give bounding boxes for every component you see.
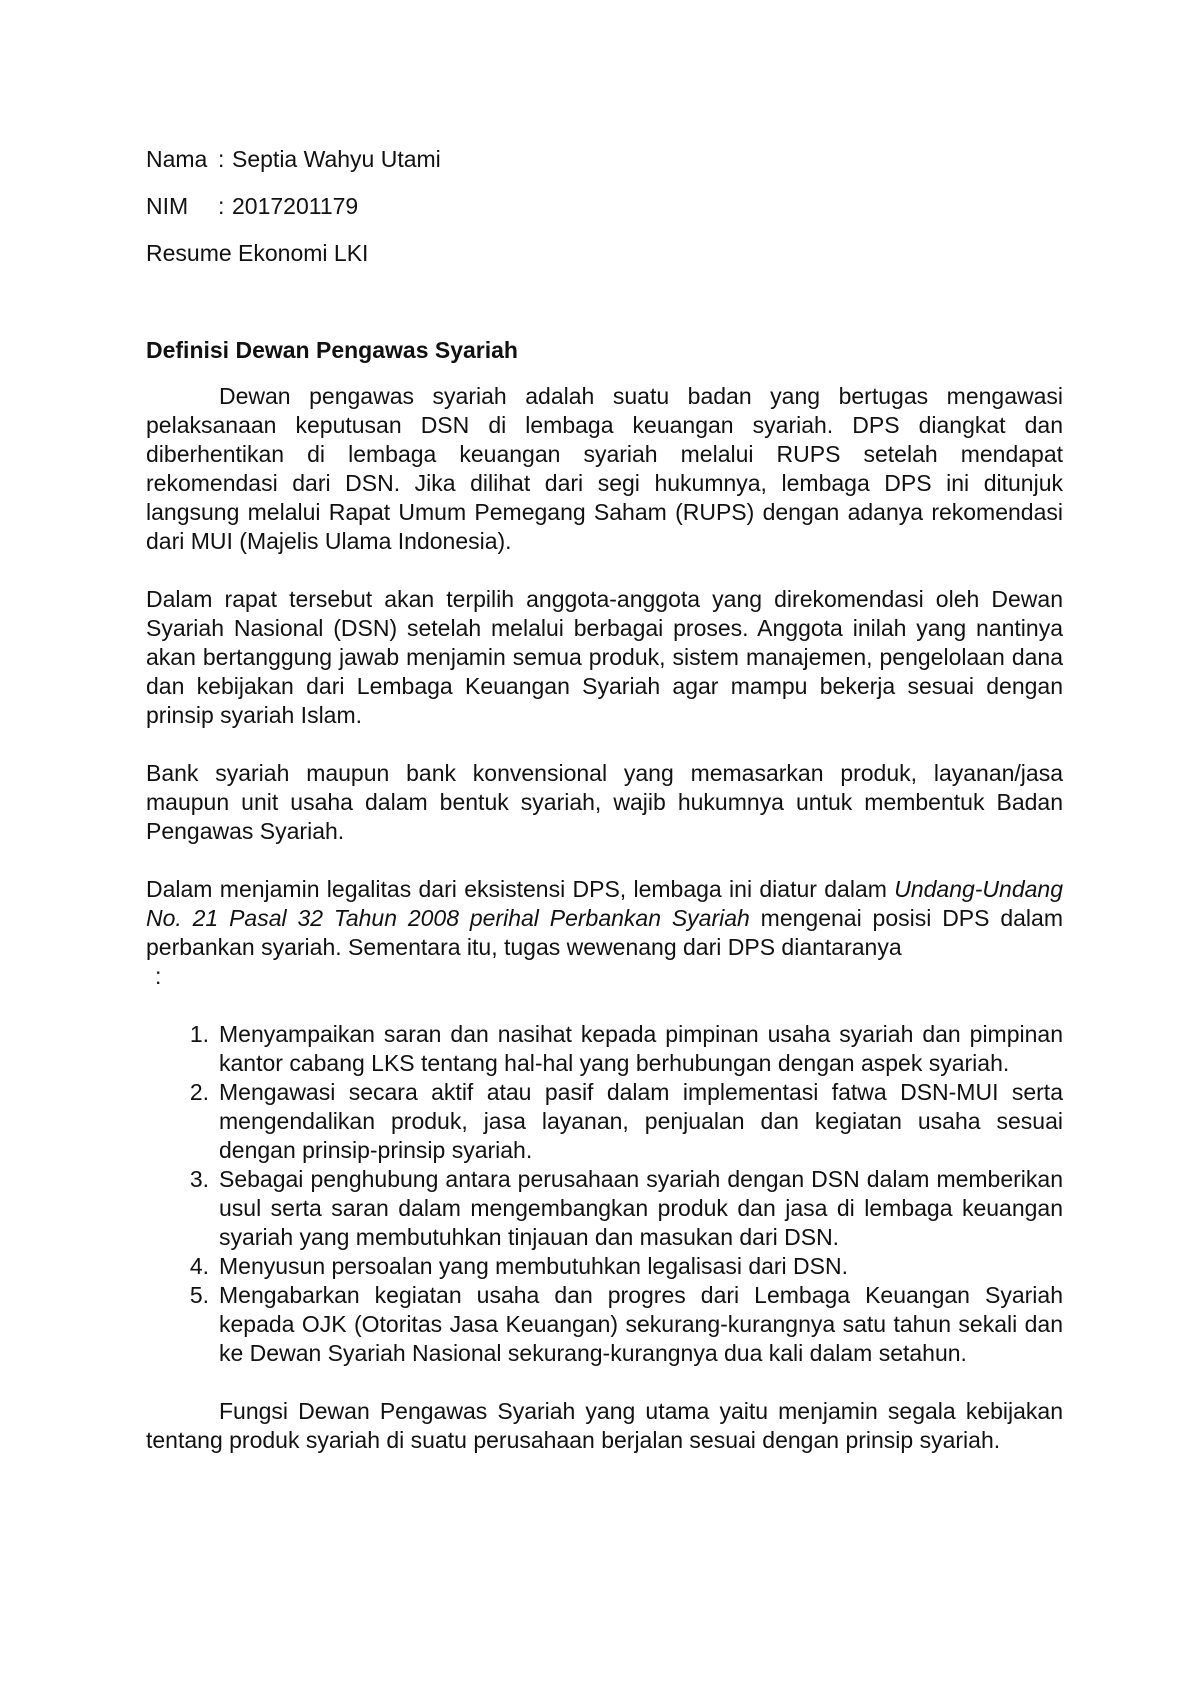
list-item: [146, 1078, 1063, 1165]
nim-separator: :: [218, 193, 225, 219]
list-item-number: 5.: [189, 1282, 209, 1308]
paragraph-4-text-before: Dalam menjamin legalitas dari eksistensi DPS, lembaga ini diatur dalam: [146, 876, 895, 902]
paragraph-4-law-reference: Undang-Undang No. 21 Pasal 32 Tahun 2008 perihal Perbankan Syariah: [146, 876, 1063, 931]
list-item: [146, 1252, 1063, 1281]
list-item-number: 2.: [189, 1079, 209, 1105]
name-separator: :: [218, 146, 225, 172]
paragraph-4-colon: :: [155, 963, 162, 989]
paragraph-5: Fungsi Dewan Pengawas Syariah yang utama yaitu menjamin segala kebijakan tentang produk syariah di suatu perusahaan berjalan sesuai dengan prinsip syariah.: [146, 1398, 1063, 1453]
list-item: [146, 1281, 1063, 1368]
nim-label: NIM: [146, 193, 189, 219]
list-item-text: Mengabarkan kegiatan usaha dan progres dari Lembaga Keuangan Syariah kepada OJK (Otoritas Jasa Keuangan) sekurang-kurangnya satu tahun sekali dan ke Dewan Syariah Nasional sekurang-kurangnya dua kali dalam setahun.: [219, 1282, 1063, 1366]
paragraph-4: [146, 875, 1063, 962]
document-title: Resume Ekonomi LKI: [146, 240, 369, 266]
list-item: [146, 1165, 1063, 1252]
nim-row: [146, 192, 1063, 221]
list-item-text: Mengawasi secara aktif atau pasif dalam implementasi fatwa DSN-MUI serta mengendalikan produk, jasa layanan, penjualan dan kegiatan usaha sesuai dengan prinsip-prinsip syariah.: [219, 1079, 1063, 1163]
list-item-number: 3.: [189, 1166, 209, 1192]
list-item-number: 4.: [189, 1253, 209, 1279]
name-value: Septia Wahyu Utami: [232, 146, 441, 172]
name-label: Nama: [146, 146, 208, 172]
name-row: [146, 145, 1063, 174]
duties-list: [146, 1020, 1063, 1368]
list-item-text: Menyampaikan saran dan nasihat kepada pimpinan usaha syariah dan pimpinan kantor cabang LKS tentang hal-hal yang berhubungan dengan aspek syariah.: [219, 1021, 1063, 1076]
nim-value: 2017201179: [232, 193, 359, 219]
paragraph-1: Dewan pengawas syariah adalah suatu badan yang bertugas mengawasi pelaksanaan keputusan DSN di lembaga keuangan syariah. DPS diangkat dan diberhentikan di lembaga keuangan syariah melalui RUPS setelah mendapat rekomendasi dari DSN. Jika dilihat dari segi hukumnya, lembaga DPS ini ditunjuk langsung melalui Rapat Umum Pemegang Saham (RUPS) dengan adanya rekomendasi dari MUI (Majelis Ulama Indonesia).: [146, 383, 1063, 554]
list-item-text: Menyusun persoalan yang membutuhkan legalisasi dari DSN.: [219, 1253, 849, 1279]
document-body: [146, 145, 1063, 1455]
list-item: [146, 1020, 1063, 1078]
paragraph-4-text-after: mengenai posisi DPS dalam perbankan syariah. Sementara itu, tugas wewenang dari DPS diantaranya: [146, 905, 1063, 960]
list-item-text: Sebagai penghubung antara perusahaan syariah dengan DSN dalam memberikan usul serta saran dalam mengembangkan produk dan jasa di lembaga keuangan syariah yang membutuhkan tinjauan dan masukan dari DSN.: [219, 1166, 1063, 1250]
paragraph-2: Dalam rapat tersebut akan terpilih anggota-anggota yang direkomendasi oleh Dewan Syariah Nasional (DSN) setelah melalui berbagai proses. Anggota inilah yang nantinya akan bertanggung jawab menjamin semua produk, sistem manajemen, pengelolaan dana dan kebijakan dari Lembaga Keuangan Syariah agar mampu bekerja sesuai dengan prinsip syariah Islam.: [146, 586, 1063, 728]
list-item-number: 1.: [189, 1021, 209, 1047]
section-heading: Definisi Dewan Pengawas Syariah: [146, 337, 518, 363]
paragraph-3: Bank syariah maupun bank konvensional yang memasarkan produk, layanan/jasa maupun unit usaha dalam bentuk syariah, wajib hukumnya untuk membentuk Badan Pengawas Syariah.: [146, 760, 1063, 844]
